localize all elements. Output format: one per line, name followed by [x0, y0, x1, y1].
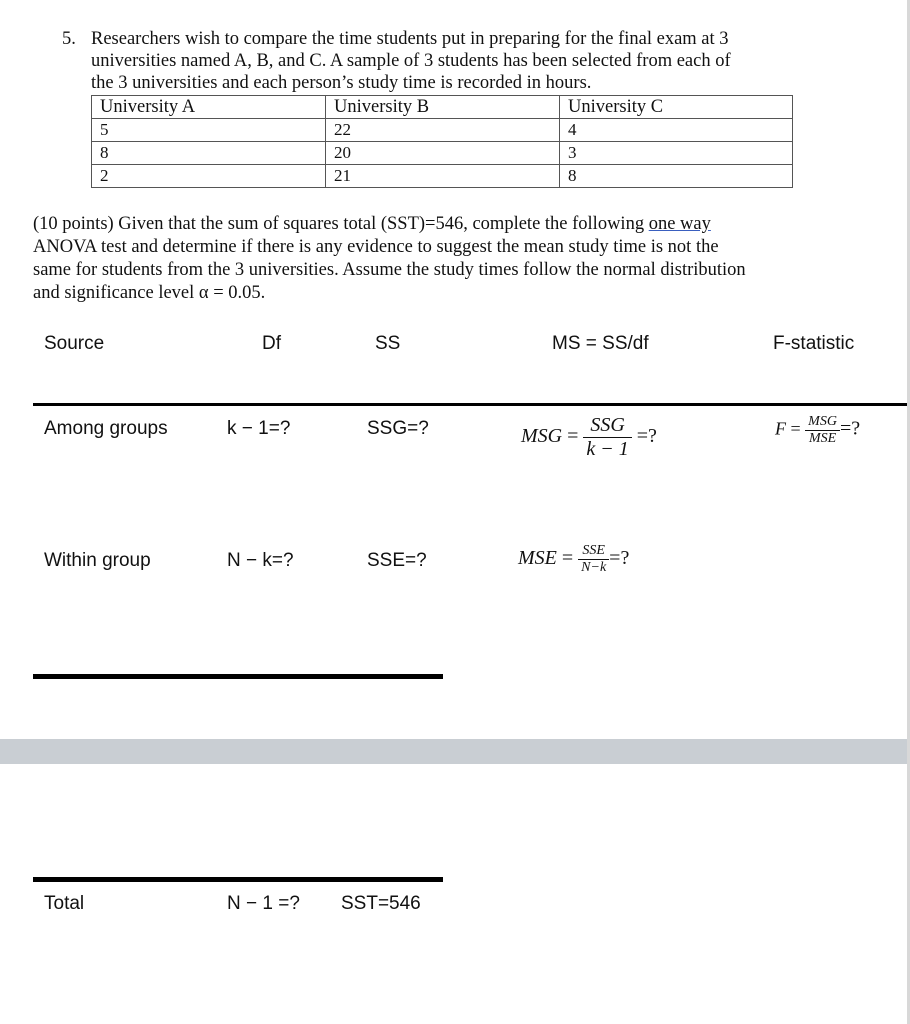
- mse-result: =?: [609, 547, 630, 570]
- total-df: N − 1 =?: [227, 893, 300, 914]
- within-df: N − k=?: [227, 550, 294, 571]
- question-line-3: the 3 universities and each person’s study time is recorded in hours.: [91, 73, 592, 93]
- table-row: [92, 142, 793, 165]
- table-cell: 21: [326, 165, 560, 188]
- table-cell: 5: [92, 119, 326, 142]
- paragraph-line-2: ANOVA test and determine if there is any evidence to suggest the mean study time is not the: [33, 237, 719, 257]
- f-lhs: F: [775, 418, 786, 439]
- header-university-b: University B: [326, 96, 560, 119]
- f-equals: =: [790, 418, 801, 439]
- question-text: [91, 28, 791, 94]
- table-cell: 2: [92, 165, 326, 188]
- table-cell: 22: [326, 119, 560, 142]
- f-fraction: [805, 414, 840, 447]
- within-rule: [33, 674, 443, 679]
- total-ss: SST=546: [341, 893, 421, 914]
- table-cell: 4: [560, 119, 793, 142]
- total-source: Total: [44, 893, 85, 914]
- table-cell: 3: [560, 142, 793, 165]
- within-source: Within group: [44, 550, 151, 571]
- header-source: Source: [44, 333, 105, 354]
- total-rule: [33, 877, 443, 882]
- study-time-table: [91, 95, 793, 188]
- within-ss: SSE=?: [367, 550, 427, 571]
- header-ss: SS: [375, 333, 401, 354]
- header-university-a: University A: [92, 96, 326, 119]
- f-numerator: MSG: [805, 414, 840, 431]
- f-denominator: MSE: [808, 431, 837, 446]
- msg-lhs: MSG: [521, 425, 563, 448]
- question-number: 5.: [62, 29, 76, 49]
- mse-equals: =: [561, 547, 574, 570]
- paragraph-line-1: [33, 213, 833, 236]
- mse-fraction: [578, 543, 609, 576]
- header-df: Df: [262, 333, 281, 354]
- mse-numerator: SSE: [578, 543, 609, 560]
- f-result: =?: [839, 417, 861, 440]
- msg-fraction: [583, 414, 631, 461]
- paragraph-line-3: same for students from the 3 universities. Assume the study times follow the normal distribution: [33, 260, 746, 280]
- table-header-row: [92, 96, 793, 119]
- f-formula: [775, 414, 860, 447]
- among-df: k − 1=?: [227, 418, 291, 439]
- header-university-c: University C: [560, 96, 793, 119]
- header-ms: MS = SS/df: [552, 333, 649, 354]
- question-line-2: universities named A, B, and C. A sample of 3 students has been selected from each of: [91, 51, 731, 71]
- table-row: [92, 119, 793, 142]
- mse-denominator: N−k: [581, 560, 607, 575]
- page-separator: [0, 739, 910, 764]
- header-rule: [33, 403, 910, 406]
- instructions-paragraph: [33, 213, 833, 305]
- among-ss: SSG=?: [367, 418, 429, 439]
- among-source: Among groups: [44, 418, 168, 439]
- question-line-1: Researchers wish to compare the time students put in preparing for the final exam at 3: [91, 29, 729, 49]
- msg-denominator: k − 1: [586, 438, 629, 460]
- mse-formula: [518, 543, 629, 576]
- msg-equals: =: [567, 425, 579, 448]
- table-cell: 8: [560, 165, 793, 188]
- mse-lhs: MSE: [518, 547, 557, 570]
- one-way-link: one way: [648, 214, 711, 234]
- paragraph-line-4: and significance level α = 0.05.: [33, 283, 266, 303]
- table-cell: 20: [326, 142, 560, 165]
- header-f-statistic: F-statistic: [773, 333, 855, 354]
- msg-result: =?: [636, 425, 657, 448]
- msg-formula: [521, 414, 657, 461]
- table-row: [92, 165, 793, 188]
- msg-numerator: SSG: [583, 414, 631, 438]
- paragraph-line-1-text: (10 points) Given that the sum of squares total (SST)=546, complete the following: [33, 214, 649, 234]
- table-cell: 8: [92, 142, 326, 165]
